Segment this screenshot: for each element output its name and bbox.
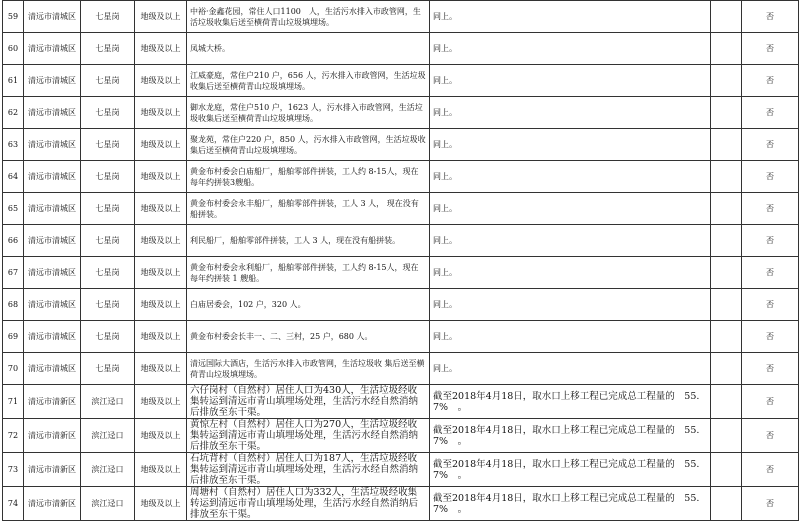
table-row [3,129,799,161]
situation-cell: 江威豪庭，常住户210 户，656 人，污水排入市政管网，生活垃圾收集后送至横荷青山垃圾填埋场。 [187,65,430,97]
district-cell: 清远市清城区 [24,161,81,193]
table-row [3,419,799,453]
district-cell: 清远市清新区 [24,385,81,419]
level-cell: 地级及以上 [135,385,187,419]
row-number: 67 [3,257,24,289]
remarks-cell [711,225,742,257]
progress-cell: 同上。 [430,33,711,65]
flag-cell: 否 [742,289,799,321]
district-cell: 清远市清城区 [24,193,81,225]
remarks-cell [711,193,742,225]
level-cell: 地级及以上 [135,419,187,453]
district-cell: 清远市清城区 [24,1,81,33]
remarks-cell [711,65,742,97]
table-row [3,193,799,225]
situation-cell: 聚龙苑，常住户220 户，850 人，污水排入市政管网，生活垃圾收集后送至横荷青山垃圾填埋场。 [187,129,430,161]
site-cell: 七星岗 [81,225,135,257]
progress-cell: 同上。 [430,161,711,193]
table-row [3,225,799,257]
level-cell: 地级及以上 [135,129,187,161]
row-number: 70 [3,353,24,385]
row-number: 60 [3,33,24,65]
district-cell: 清远市清城区 [24,65,81,97]
level-cell: 地级及以上 [135,487,187,521]
flag-cell: 否 [742,385,799,419]
table-row [3,33,799,65]
table-row [3,453,799,487]
table-row [3,487,799,521]
flag-cell: 否 [742,65,799,97]
site-cell: 七星岗 [81,321,135,353]
table-row [3,65,799,97]
site-cell: 七星岗 [81,129,135,161]
table-row [3,321,799,353]
flag-cell: 否 [742,129,799,161]
district-cell: 清远市清城区 [24,33,81,65]
row-number: 69 [3,321,24,353]
district-cell: 清远市清城区 [24,321,81,353]
situation-cell: 中裕·金鑫花园，常住人口1100 人，生活污水排入市政管网，生活垃圾收集后送至横荷青山垃圾填埋场。 [187,1,430,33]
progress-cell: 同上。 [430,321,711,353]
situation-cell: 周塘村（自然村）居住人口为332人，生活垃圾经收集转运到清远市青山填埋场处理，生活污水经自然消纳后排放至东干渠。 [187,487,430,521]
level-cell: 地级及以上 [135,161,187,193]
remarks-cell [711,487,742,521]
progress-cell: 同上。 [430,193,711,225]
flag-cell: 否 [742,161,799,193]
flag-cell: 否 [742,257,799,289]
remarks-cell [711,129,742,161]
site-cell: 滨江迳口 [81,419,135,453]
flag-cell: 否 [742,353,799,385]
progress-cell: 同上。 [430,289,711,321]
situation-cell: 黄金布村委会白庙船厂，船舶零部件拼装，工人约 8-15人，现在每年约拼装3艘船。 [187,161,430,193]
site-cell: 七星岗 [81,353,135,385]
flag-cell: 否 [742,193,799,225]
level-cell: 地级及以上 [135,33,187,65]
district-cell: 清远市清城区 [24,129,81,161]
situation-cell: 黄惊左村（自然村）居住人口为270人，生活垃圾经收集转运到清远市青山填埋场处理，生活污水经自然消纳后排放至东干渠。 [187,419,430,453]
site-cell: 七星岗 [81,97,135,129]
level-cell: 地级及以上 [135,353,187,385]
progress-cell: 截至2018年4月18日，取水口上移工程已完成总工程量的 55.7% 。 [430,419,711,453]
flag-cell: 否 [742,1,799,33]
progress-cell: 同上。 [430,129,711,161]
table-row [3,353,799,385]
flag-cell: 否 [742,487,799,521]
row-number: 74 [3,487,24,521]
situation-cell: 白庙居委会，102 户，320 人。 [187,289,430,321]
row-number: 62 [3,97,24,129]
row-number: 71 [3,385,24,419]
site-cell: 七星岗 [81,33,135,65]
level-cell: 地级及以上 [135,225,187,257]
progress-cell: 截至2018年4月18日，取水口上移工程已完成总工程量的 55.7% 。 [430,453,711,487]
progress-cell: 同上。 [430,65,711,97]
row-number: 66 [3,225,24,257]
site-cell: 七星岗 [81,161,135,193]
district-cell: 清远市清城区 [24,225,81,257]
progress-cell: 同上。 [430,97,711,129]
district-cell: 清远市清城区 [24,97,81,129]
remarks-cell [711,97,742,129]
remarks-cell [711,385,742,419]
site-cell: 七星岗 [81,65,135,97]
progress-cell: 同上。 [430,353,711,385]
table-row [3,1,799,33]
district-cell: 清远市清新区 [24,419,81,453]
district-cell: 清远市清新区 [24,453,81,487]
remarks-cell [711,453,742,487]
site-cell: 七星岗 [81,257,135,289]
situation-cell: 利民船厂，船舶零部件拼装，工人 3 人，现在没有船拼装。 [187,225,430,257]
flag-cell: 否 [742,419,799,453]
progress-cell: 同上。 [430,1,711,33]
table-row [3,289,799,321]
progress-cell: 截至2018年4月18日，取水口上移工程已完成总工程量的 55.7% 。 [430,385,711,419]
remarks-cell [711,321,742,353]
level-cell: 地级及以上 [135,65,187,97]
district-cell: 清远市清新区 [24,487,81,521]
table-row [3,257,799,289]
district-cell: 清远市清城区 [24,289,81,321]
situation-cell: 黄金布村委会永丰船厂，船舶零部件拼装，工人 3 人， 现在没有船拼装。 [187,193,430,225]
row-number: 65 [3,193,24,225]
level-cell: 地级及以上 [135,193,187,225]
remarks-cell [711,353,742,385]
row-number: 59 [3,1,24,33]
flag-cell: 否 [742,225,799,257]
data-table [2,0,799,521]
site-cell: 七星岗 [81,289,135,321]
remarks-cell [711,161,742,193]
row-number: 63 [3,129,24,161]
table-row [3,97,799,129]
level-cell: 地级及以上 [135,97,187,129]
remarks-cell [711,419,742,453]
site-cell: 七星岗 [81,193,135,225]
site-cell: 滨江迳口 [81,453,135,487]
situation-cell: 黄金布村委会永利船厂，船舶零部件拼装，工人约 8-15人，现在每年约拼装 1 艘船。 [187,257,430,289]
situation-cell: 御水龙庭，常住户510 户，1623 人，污水排入市政管网，生活垃圾收集后送至横荷青山垃圾填埋场。 [187,97,430,129]
site-cell: 滨江迳口 [81,385,135,419]
remarks-cell [711,257,742,289]
level-cell: 地级及以上 [135,453,187,487]
row-number: 68 [3,289,24,321]
remarks-cell [711,289,742,321]
level-cell: 地级及以上 [135,321,187,353]
row-number: 73 [3,453,24,487]
progress-cell: 同上。 [430,257,711,289]
level-cell: 地级及以上 [135,1,187,33]
row-number: 72 [3,419,24,453]
row-number: 64 [3,161,24,193]
flag-cell: 否 [742,97,799,129]
row-number: 61 [3,65,24,97]
situation-cell: 凤城大桥。 [187,33,430,65]
flag-cell: 否 [742,33,799,65]
table-body [3,1,799,521]
site-cell: 滨江迳口 [81,487,135,521]
level-cell: 地级及以上 [135,257,187,289]
situation-cell: 清远国际大酒店，生活污水排入市政管网，生活垃圾收 集后送至横荷青山垃圾填埋场。 [187,353,430,385]
situation-cell: 黄金布村委会长丰一、二、三村，25 户，680 人。 [187,321,430,353]
table-row [3,161,799,193]
site-cell: 七星岗 [81,1,135,33]
district-cell: 清远市清城区 [24,257,81,289]
remarks-cell [711,1,742,33]
level-cell: 地级及以上 [135,289,187,321]
situation-cell: 石坑背村（自然村）居住人口为187人，生活垃圾经收集转运到清远市青山填埋场处理，生活污水经自然消纳后排放至东干渠。 [187,453,430,487]
district-cell: 清远市清城区 [24,353,81,385]
flag-cell: 否 [742,321,799,353]
progress-cell: 截至2018年4月18日，取水口上移工程已完成总工程量的 55.7% 。 [430,487,711,521]
remarks-cell [711,33,742,65]
table-row [3,385,799,419]
situation-cell: 六仔岗村（自然村）居住人口为430人，生活垃圾经收集转运到清远市青山填埋场处理，生活污水经自然消纳后排放至东干渠。 [187,385,430,419]
flag-cell: 否 [742,453,799,487]
progress-cell: 同上。 [430,225,711,257]
